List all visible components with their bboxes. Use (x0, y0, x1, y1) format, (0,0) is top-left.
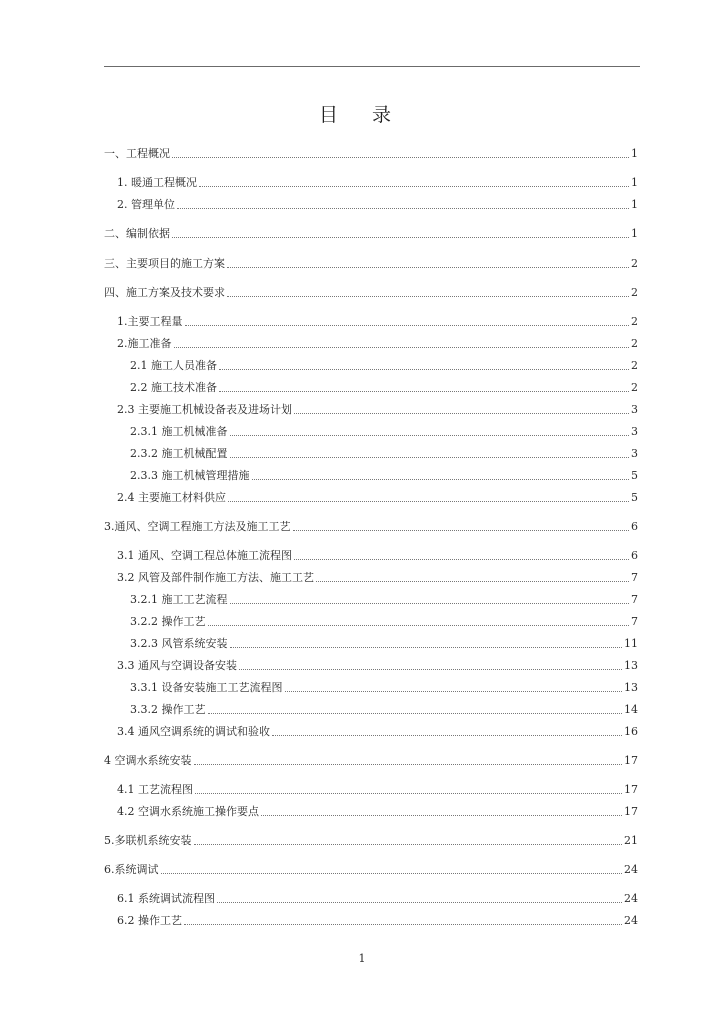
toc-entry-text: 3.3.1 设备安装施工工艺流程图 (130, 681, 283, 694)
toc-entry[interactable] (117, 490, 638, 506)
toc-dot-leader (208, 713, 623, 714)
toc-entry-text: 2.4 主要施工材料供应 (117, 491, 226, 504)
toc-entry-text: 3.3.2 操作工艺 (130, 703, 206, 716)
toc-entry[interactable] (130, 468, 638, 484)
toc-entry[interactable] (117, 804, 638, 820)
toc-dot-leader (230, 457, 630, 458)
toc-page-number: 16 (624, 725, 638, 738)
toc-dot-leader (194, 764, 623, 765)
toc-entry-text: 3.1 通风、空调工程总体施工流程图 (117, 549, 292, 562)
toc-title: 目 录 (318, 104, 406, 126)
toc-page-number: 1 (631, 198, 638, 211)
toc-entry-text: 2.1 施工人员准备 (130, 359, 217, 372)
toc-entry[interactable] (117, 570, 638, 586)
toc-dot-leader (219, 369, 629, 370)
toc-entry[interactable] (117, 913, 638, 929)
toc-dot-leader (252, 479, 630, 480)
toc-entry[interactable] (117, 891, 638, 907)
toc-entry-text: 4 空调水系统安装 (104, 754, 192, 767)
toc-entry[interactable] (130, 446, 638, 462)
toc-entry[interactable] (117, 724, 638, 740)
toc-dot-leader (294, 413, 629, 414)
toc-entry-text: 3.3 通风与空调设备安装 (117, 659, 237, 672)
toc-entry-text: 2.3.3 施工机械管理措施 (130, 469, 250, 482)
toc-dot-leader (227, 267, 629, 268)
toc-entry[interactable] (130, 636, 638, 652)
toc-dot-leader (230, 435, 630, 436)
toc-entry-text: 3.2.1 施工工艺流程 (130, 593, 228, 606)
toc-dot-leader (294, 559, 629, 560)
page-number: 1 (358, 952, 366, 965)
toc-page-number: 2 (631, 315, 638, 328)
toc-page-number: 24 (624, 914, 638, 927)
toc-dot-leader (227, 296, 629, 297)
toc-dot-leader (230, 647, 623, 648)
toc-entry-text: 2.3.2 施工机械配置 (130, 447, 228, 460)
toc-page-number: 24 (624, 863, 638, 876)
toc-page-number: 17 (624, 754, 638, 767)
toc-dot-leader (228, 501, 629, 502)
toc-entry-text: 四、施工方案及技术要求 (104, 286, 225, 299)
toc-page-number: 2 (631, 286, 638, 299)
toc-entry-text: 5.多联机系统安装 (104, 834, 192, 847)
toc-dot-leader (208, 625, 630, 626)
toc-entry[interactable] (117, 197, 638, 213)
toc-dot-leader (177, 208, 629, 209)
toc-entry-text: 6.2 操作工艺 (117, 914, 182, 927)
toc-page-number: 11 (624, 637, 638, 650)
toc-page-number: 2 (631, 381, 638, 394)
toc-dot-leader (219, 391, 629, 392)
toc-page-number: 5 (631, 491, 638, 504)
toc-entry-text: 6.1 系统调试流程图 (117, 892, 215, 905)
toc-entry-text: 1. 暖通工程概况 (117, 176, 197, 189)
toc-entry[interactable] (130, 380, 638, 396)
toc-dot-leader (161, 873, 623, 874)
toc-entry[interactable] (130, 592, 638, 608)
toc-dot-leader (272, 735, 622, 736)
toc-page-number: 1 (631, 176, 638, 189)
toc-page-number: 1 (631, 147, 638, 160)
toc-entry-text: 3.2 风管及部件制作施工方法、施工工艺 (117, 571, 314, 584)
toc-dot-leader (174, 347, 630, 348)
toc-dot-leader (230, 603, 630, 604)
toc-entry[interactable] (104, 519, 638, 535)
toc-entry-text: 三、主要项目的施工方案 (104, 257, 225, 270)
toc-page-number: 3 (631, 447, 638, 460)
toc-entry[interactable] (117, 336, 638, 352)
toc-dot-leader (194, 844, 623, 845)
toc-page-number: 13 (624, 681, 638, 694)
toc-entry-text: 2.施工准备 (117, 337, 172, 350)
toc-entry-text: 4.2 空调水系统施工操作要点 (117, 805, 259, 818)
toc-entry[interactable] (104, 146, 638, 162)
toc-page-number: 6 (631, 520, 638, 533)
toc-dot-leader (184, 924, 622, 925)
toc-entry[interactable] (104, 862, 638, 878)
toc-page-number: 21 (624, 834, 638, 847)
toc-entry[interactable] (104, 226, 638, 242)
toc-entry-text: 3.通风、空调工程施工方法及施工工艺 (104, 520, 291, 533)
toc-entry-text: 二、编制依据 (104, 227, 170, 240)
toc-entry[interactable] (130, 680, 638, 696)
toc-dot-leader (285, 691, 623, 692)
toc-dot-leader (293, 530, 630, 531)
toc-page-number: 5 (631, 469, 638, 482)
toc-page-number: 1 (631, 227, 638, 240)
toc-dot-leader (239, 669, 622, 670)
toc-page-number: 7 (631, 571, 638, 584)
toc-page-number: 2 (631, 257, 638, 270)
toc-entry-text: 2.3 主要施工机械设备表及进场计划 (117, 403, 292, 416)
toc-dot-leader (261, 815, 622, 816)
toc-entry-text: 1.主要工程量 (117, 315, 183, 328)
toc-dot-leader (217, 902, 622, 903)
toc-page-number: 3 (631, 425, 638, 438)
toc-entry-text: 3.2.3 风管系统安装 (130, 637, 228, 650)
toc-entry-text: 4.1 工艺流程图 (117, 783, 193, 796)
toc-entry[interactable] (104, 285, 638, 301)
toc-entry[interactable] (130, 424, 638, 440)
toc-entry[interactable] (130, 614, 638, 630)
toc-page-number: 17 (624, 805, 638, 818)
toc-page-number: 7 (631, 593, 638, 606)
toc-entry[interactable] (117, 175, 638, 191)
toc-page-number: 24 (624, 892, 638, 905)
toc-entry-text: 2.2 施工技术准备 (130, 381, 217, 394)
toc-entry[interactable] (104, 833, 638, 849)
toc-entry-text: 2.3.1 施工机械准备 (130, 425, 228, 438)
toc-entry-text: 2. 管理单位 (117, 198, 175, 211)
toc-entry[interactable] (130, 702, 638, 718)
toc-entry[interactable] (117, 658, 638, 674)
toc-dot-leader (185, 325, 630, 326)
toc-entry-text: 3.4 通风空调系统的调试和验收 (117, 725, 270, 738)
toc-page-number: 3 (631, 403, 638, 416)
toc-page-number: 2 (631, 359, 638, 372)
toc-entry[interactable] (117, 402, 638, 418)
toc-page-number: 17 (624, 783, 638, 796)
toc-page-number: 6 (631, 549, 638, 562)
toc-dot-leader (172, 157, 629, 158)
toc-dot-leader (199, 186, 629, 187)
toc-dot-leader (172, 237, 629, 238)
toc-page-number: 2 (631, 337, 638, 350)
toc-page-number: 13 (624, 659, 638, 672)
toc-entry[interactable] (130, 358, 638, 374)
toc-page-number: 7 (631, 615, 638, 628)
toc-entry[interactable] (117, 782, 638, 798)
toc-entry[interactable] (117, 314, 638, 330)
toc-entry[interactable] (104, 256, 638, 272)
toc-entry-text: 6.系统调试 (104, 863, 159, 876)
toc-dot-leader (316, 581, 629, 582)
toc-entry[interactable] (104, 753, 638, 769)
toc-entry[interactable] (117, 548, 638, 564)
toc-page-number: 14 (624, 703, 638, 716)
toc-entry-text: 一、工程概况 (104, 147, 170, 160)
toc-dot-leader (195, 793, 622, 794)
toc-entry-text: 3.2.2 操作工艺 (130, 615, 206, 628)
